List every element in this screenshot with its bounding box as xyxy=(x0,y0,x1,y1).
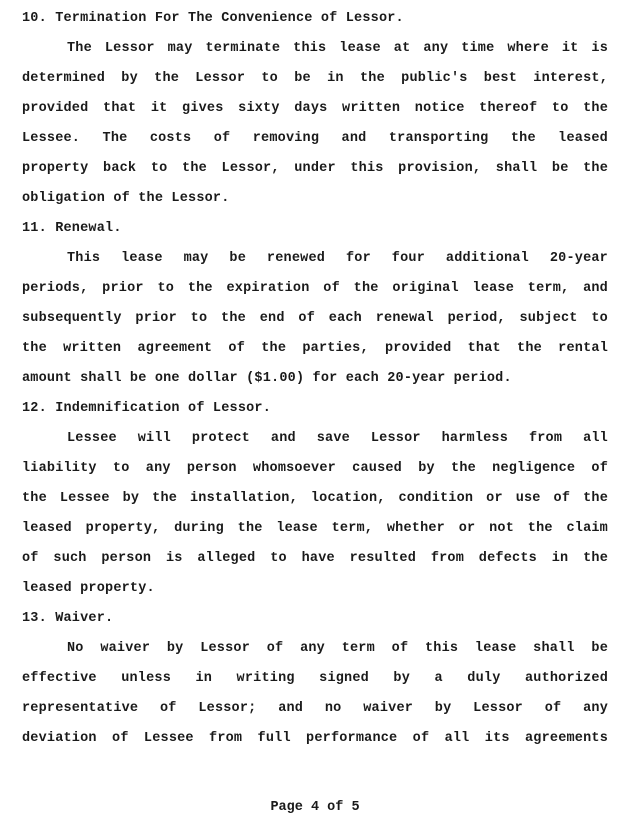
page-number: Page 4 of 5 xyxy=(270,800,360,815)
section-13-line: No waiver by Lessor of any term of this lease shall be xyxy=(67,641,608,656)
section-13-line: deviation of Lessee from full performance of all its agreements xyxy=(22,731,608,746)
section-10-line: determined by the Lessor to be in the public's best interest, xyxy=(22,71,608,86)
section-12-line: leased property, during the lease term, whether or not the claim xyxy=(22,521,608,536)
section-12-line: leased property. xyxy=(22,581,155,596)
section-12-line: the Lessee by the installation, location, condition or use of the xyxy=(22,491,608,506)
section-10-line: The Lessor may terminate this lease at any time where it is xyxy=(67,41,608,56)
section-11-line: This lease may be renewed for four additional 20-year xyxy=(67,251,608,266)
section-10-heading: 10. Termination For The Convenience of Lessor. xyxy=(22,11,404,26)
section-13-line: effective unless in writing signed by a duly authorized xyxy=(22,671,608,686)
section-11-heading: 11. Renewal. xyxy=(22,221,122,236)
section-10-line: property back to the Lessor, under this provision, shall be the xyxy=(22,161,608,176)
section-11-line: subsequently prior to the end of each renewal period, subject to xyxy=(22,311,608,326)
section-12-line: of such person is alleged to have resulted from defects in the xyxy=(22,551,608,566)
section-13-heading: 13. Waiver. xyxy=(22,611,114,626)
section-12-line: Lessee will protect and save Lessor harmless from all xyxy=(67,431,608,446)
section-10-line: obligation of the Lessor. xyxy=(22,191,230,206)
section-13-line: representative of Lessor; and no waiver by Lessor of any xyxy=(22,701,608,716)
section-11-line: the written agreement of the parties, provided that the rental xyxy=(22,341,608,356)
section-10-line: provided that it gives sixty days written notice thereof to the xyxy=(22,101,608,116)
section-10-line: Lessee. The costs of removing and transporting the leased xyxy=(22,131,608,146)
section-12-line: liability to any person whomsoever caused by the negligence of xyxy=(22,461,608,476)
section-11-line: periods, prior to the expiration of the original lease term, and xyxy=(22,281,608,296)
section-12-heading: 12. Indemnification of Lessor. xyxy=(22,401,272,416)
section-11-line: amount shall be one dollar ($1.00) for each 20-year period. xyxy=(22,371,512,386)
